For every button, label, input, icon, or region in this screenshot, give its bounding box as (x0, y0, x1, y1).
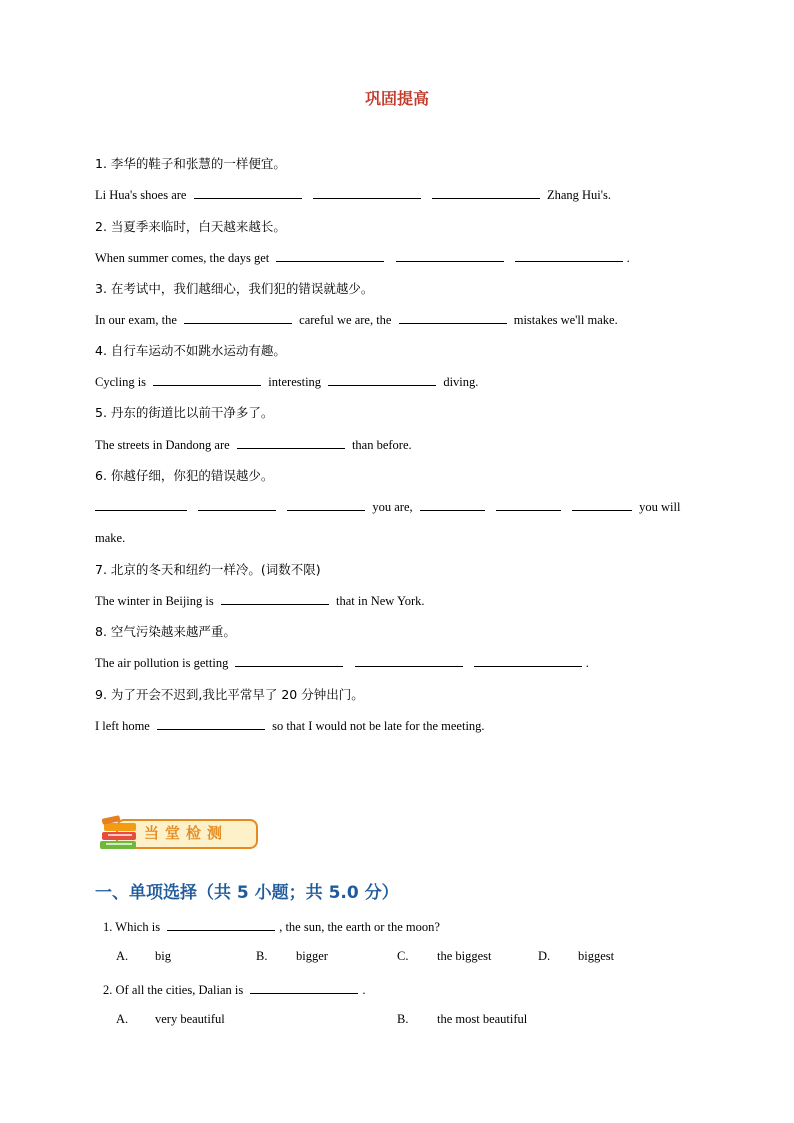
mc-1-text-b: , the sun, the earth or the moon? (279, 920, 440, 934)
item-9-english (95, 717, 485, 735)
item-7-chinese: 7. 北京的冬天和纽约一样冷。(词数不限) (95, 562, 321, 577)
item-9-text-a: I left home (95, 719, 150, 733)
blank[interactable] (276, 249, 384, 262)
mc-question-2 (103, 981, 366, 998)
section-banner (96, 813, 260, 855)
blank[interactable] (313, 186, 421, 199)
blank[interactable] (572, 498, 632, 511)
item-2-english (95, 249, 630, 267)
banner-label: 当堂检测 (144, 824, 229, 842)
item-8-text-b: . (585, 656, 589, 670)
item-5-english (95, 436, 412, 454)
mc-2-text-b: . (362, 983, 366, 997)
item-3-chinese: 3. 在考试中，我们越细心，我们犯的错误就越少。 (95, 281, 374, 296)
mc-1-option-d-text[interactable]: biggest (578, 949, 615, 963)
blank[interactable] (287, 498, 365, 511)
item-8-english (95, 654, 589, 672)
item-5-chinese: 5. 丹东的街道比以前干净多了。 (95, 405, 274, 420)
item-9-chinese: 9. 为了开会不迟到,我比平常早了 20 分钟出门。 (95, 687, 364, 702)
blank[interactable] (355, 654, 463, 667)
mc-1-option-c-text[interactable]: the biggest (437, 949, 492, 963)
item-3-text-a: In our exam, the (95, 313, 177, 327)
mc-2-option-a-letter[interactable]: A. (116, 1012, 129, 1026)
blank[interactable] (153, 373, 261, 386)
item-6-chinese: 6. 你越仔细，你犯的错误越少。 (95, 468, 274, 483)
blank[interactable] (198, 498, 276, 511)
item-1-text-b: Zhang Hui's. (546, 188, 612, 202)
blank[interactable] (221, 592, 329, 605)
item-6-english (95, 498, 680, 516)
item-6-text-a: you are, (372, 500, 413, 514)
item-7-english (95, 592, 425, 610)
item-5-text-a: The streets in Dandong are (95, 438, 230, 452)
blank[interactable] (474, 654, 582, 667)
item-3-text-b: careful we are, the (299, 313, 392, 327)
mc-1-option-a-letter[interactable]: A. (116, 949, 129, 963)
mc-1-option-b-text[interactable]: bigger (296, 949, 328, 963)
item-8-text-a: The air pollution is getting (95, 656, 229, 670)
section-heading: 一、单项选择（共 5 小题；共 5.0 分） (95, 883, 399, 903)
item-1-chinese: 1. 李华的鞋子和张慧的一样便宜。 (95, 156, 286, 171)
blank[interactable] (496, 498, 561, 511)
item-8-chinese: 8. 空气污染越来越严重。 (95, 624, 236, 639)
mc-question-1 (103, 918, 440, 935)
item-3-text-c: mistakes we'll make. (513, 313, 618, 327)
item-4-chinese: 4. 自行车运动不如跳水运动有趣。 (95, 343, 286, 358)
item-3-english (95, 311, 618, 329)
item-4-text-a: Cycling is (95, 375, 147, 389)
mc-1-text-a: 1. Which is (103, 920, 161, 934)
blank[interactable] (396, 249, 504, 262)
blank[interactable] (235, 654, 343, 667)
item-1-text-a: Li Hua's shoes are (95, 188, 187, 202)
blank[interactable] (157, 717, 265, 730)
item-1-english (95, 186, 611, 204)
blank[interactable] (420, 498, 485, 511)
blank[interactable] (250, 981, 358, 994)
item-7-text-a: The winter in Beijing is (95, 594, 214, 608)
item-7-text-b: that in New York. (335, 594, 425, 608)
blank[interactable] (237, 436, 345, 449)
mc-1-option-a-text[interactable]: big (155, 949, 171, 963)
blank[interactable] (515, 249, 623, 262)
blank[interactable] (184, 311, 292, 324)
blank[interactable] (167, 918, 275, 931)
blank[interactable] (399, 311, 507, 324)
item-4-english (95, 373, 478, 391)
item-2-text-b: . (626, 251, 630, 265)
item-2-text-a: When summer comes, the days get (95, 251, 270, 265)
blank[interactable] (95, 498, 187, 511)
mc-1-option-b-letter[interactable]: B. (256, 949, 268, 963)
item-2-chinese: 2. 当夏季来临时，白天越来越长。 (95, 219, 286, 234)
mc-2-option-b-letter[interactable]: B. (397, 1012, 409, 1026)
mc-1-option-c-letter[interactable]: C. (397, 949, 409, 963)
books-icon (96, 813, 144, 855)
mc-2-option-a-text[interactable]: very beautiful (155, 1012, 225, 1026)
item-5-text-b: than before. (351, 438, 412, 452)
item-4-text-b: interesting (268, 375, 322, 389)
item-9-text-b: so that I would not be late for the meeting. (272, 719, 485, 733)
blank[interactable] (194, 186, 302, 199)
blank[interactable] (328, 373, 436, 386)
item-4-text-c: diving. (443, 375, 479, 389)
mc-2-text-a: 2. Of all the cities, Dalian is (103, 983, 244, 997)
item-6-text-b: you will (639, 500, 681, 514)
page-title: 巩固提高 (364, 89, 429, 108)
mc-1-option-d-letter[interactable]: D. (538, 949, 551, 963)
mc-2-option-b-text[interactable]: the most beautiful (437, 1012, 528, 1026)
blank[interactable] (432, 186, 540, 199)
item-6-english-cont: make. (95, 531, 126, 545)
